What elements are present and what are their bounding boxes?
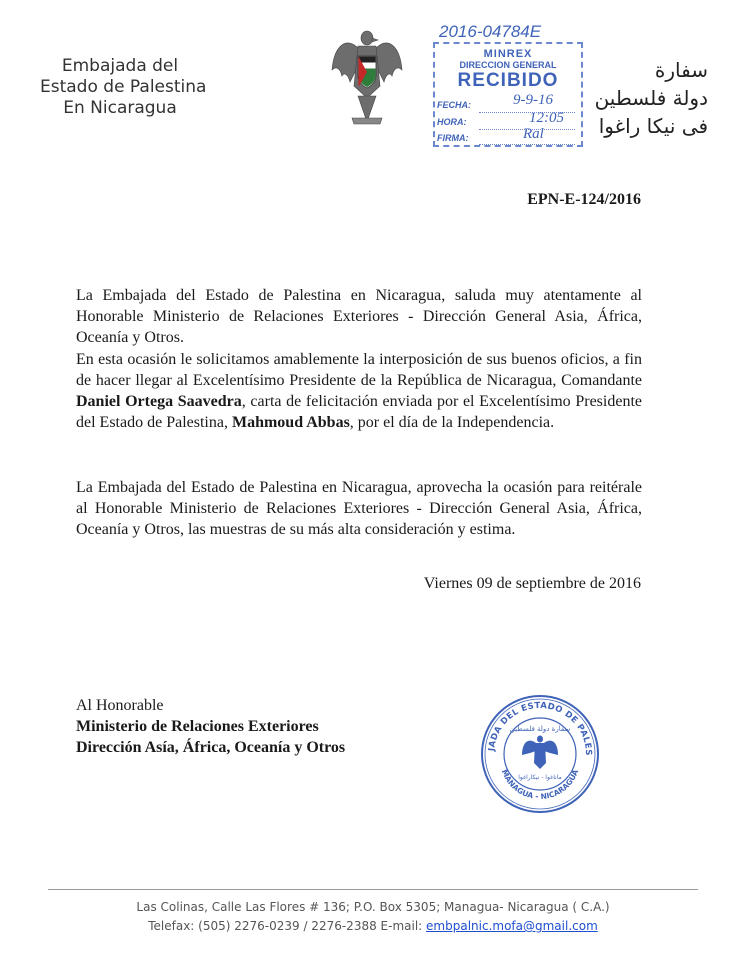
received-stamp [433, 22, 585, 148]
stamp-fecha-value: 9-9-16 [513, 92, 553, 108]
body-paragraph-2 [76, 349, 642, 433]
paragraph-text: , por el día de la Independencia. [349, 414, 555, 431]
stamp-org: MINREX [483, 48, 533, 60]
stamp-department: DIRECCION GENERAL [459, 60, 557, 70]
seal-bottom-text: MANAGUA - NICARAGUA [499, 768, 581, 802]
addressee-line-3: Dirección Asía, África, Oceanía y Otros [76, 739, 346, 756]
addressee-block [76, 695, 345, 758]
footer-email-link[interactable]: embpalnic.mofa@gmail.com [426, 919, 598, 933]
stamp-fecha-label: FECHA: [437, 100, 471, 110]
footer-address: Las Colinas, Calle Las Flores # 136; P.O. Box 5305; Managua- Nicaragua ( C.A.) [136, 900, 610, 914]
seal-arabic-text: سفارة دولة فلسطين [509, 725, 571, 733]
letterhead-line: Embajada del [61, 56, 179, 76]
stamp-firma-label: FIRMA: [437, 133, 469, 143]
footer-phones: Telefax: (505) 2276-0239 / 2276-2388 [148, 919, 377, 933]
addressee-line-1: Al Honorable [76, 697, 164, 714]
seal-outer-text: JADA DEL ESTADO DE PALES [487, 700, 594, 757]
letterhead-arabic [588, 56, 708, 140]
stamp-hora-value: 12:05 [529, 110, 564, 126]
paragraph-text: , carta de felicitación enviada por el Excelentísimo Presidente del Estado de Palestina, [76, 393, 642, 431]
eagle-coat-of-arms-icon [328, 26, 406, 130]
round-embassy-seal-icon [478, 693, 602, 815]
body-paragraph-3: La Embajada del Estado de Palestina en Nicaragua, aprovecha la ocasión para reitérale al Honorable Ministerio de Relaciones Exteriores - Dirección General Asia, África, Oceanía y Otros, las muestras de su más alta consideración y estima. [76, 479, 642, 538]
letterhead-arabic-line: سفارة [654, 58, 708, 82]
paragraph-text: En esta ocasión le solicitamos amablemente la interposición de sus buenos oficios, a fin de hacer llegar al Excelentísimo Presidente de la República de Nicaragua, Comandante [76, 351, 642, 389]
stamp-handwritten-number: 2016-04784E [439, 22, 542, 41]
date-line: Viernes 09 de septiembre de 2016 [423, 575, 641, 592]
stamp-status: RECIBIDO [457, 70, 559, 91]
president-palestine-name: Mahmoud Abbas [231, 414, 350, 431]
stamp-firma-line [479, 144, 575, 145]
footer-contact [48, 917, 698, 936]
letterhead-arabic-line: دولة فلسطين [594, 86, 708, 110]
footer-divider [48, 889, 698, 890]
president-nicaragua-name: Daniel Ortega Saavedra [76, 393, 242, 410]
seal-arabic-bottom-text: ماناغوا - نيكاراغوا [518, 774, 562, 781]
letterhead-line: Estado de Palestina [40, 77, 207, 97]
letterhead-embassy-name [40, 56, 207, 119]
stamp-hora-label: HORA: [437, 117, 467, 127]
addressee-line-2: Ministerio de Relaciones Exteriores [76, 718, 319, 735]
footer [48, 898, 698, 936]
reference-number: EPN-E-124/2016 [527, 191, 641, 208]
letterhead-arabic-line: فى نيكا راغوا [598, 114, 708, 138]
footer-email-label: E-mail: [380, 919, 423, 933]
letterhead-line: En Nicaragua [63, 98, 177, 118]
stamp-firma-value: Ral [523, 126, 544, 142]
body-paragraph-1: La Embajada del Estado de Palestina en Nicaragua, saluda muy atentamente al Honorable Ministerio de Relaciones Exteriores - Dirección General Asia, África, Oceanía y Otros. [76, 287, 642, 346]
